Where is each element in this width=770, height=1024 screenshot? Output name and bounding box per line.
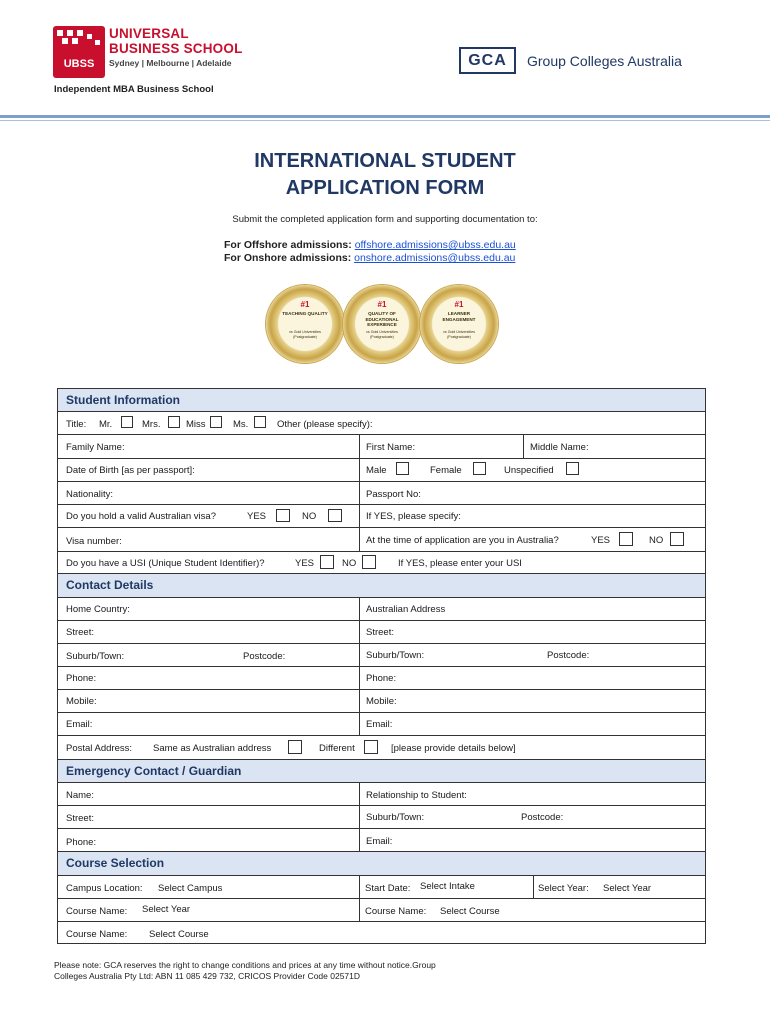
header-divider bbox=[0, 115, 770, 118]
emergency-name-row bbox=[58, 783, 705, 806]
section-contact-details bbox=[58, 574, 705, 598]
campus-select[interactable]: Select Campus bbox=[158, 883, 223, 894]
title-row bbox=[58, 412, 705, 435]
gca-name: Group Colleges Australia bbox=[527, 53, 682, 69]
award-badge-experience bbox=[343, 285, 421, 363]
aus-suburb-field[interactable]: Suburb/Town: bbox=[366, 650, 425, 661]
page-title-line2: APPLICATION FORM bbox=[285, 177, 485, 199]
nationality-field[interactable]: Nationality: bbox=[66, 489, 113, 500]
usi-yes-checkbox[interactable] bbox=[320, 555, 334, 569]
section-emergency-contact bbox=[58, 760, 705, 783]
onshore-email-link[interactable]: onshore.admissions@ubss.edu.au bbox=[354, 252, 516, 264]
nationality-row bbox=[58, 482, 705, 505]
aus-street-field[interactable]: Street: bbox=[366, 627, 394, 638]
header-divider-thin bbox=[0, 120, 770, 121]
in-australia-yes-checkbox[interactable] bbox=[619, 532, 633, 546]
badge-title: QUALITY OF EDUCATIONAL EXPERIENCE bbox=[365, 311, 399, 327]
ubss-logo-text: UBSS bbox=[63, 58, 95, 70]
visa-number-field[interactable]: Visa number: bbox=[66, 536, 122, 547]
emergency-name-field[interactable]: Name: bbox=[66, 790, 94, 801]
gender-female-label: Female bbox=[430, 465, 462, 476]
course-name-row-1 bbox=[58, 899, 705, 922]
contact-phone-row bbox=[58, 667, 705, 690]
emergency-phone-row bbox=[58, 829, 705, 852]
section-heading: Student Information bbox=[66, 393, 180, 407]
visa-no-label: NO bbox=[302, 511, 317, 522]
visa-no-checkbox[interactable] bbox=[328, 509, 342, 522]
usi-enter-field[interactable]: If YES, please enter your USI bbox=[398, 558, 522, 569]
visa-yes-checkbox[interactable] bbox=[276, 509, 290, 522]
same-as-australian-checkbox[interactable] bbox=[288, 740, 302, 754]
contact-country-row bbox=[58, 598, 705, 621]
usi-question: Do you have a USI (Unique Student Identifier)? bbox=[66, 558, 265, 569]
in-australia-question: At the time of application are you in Australia? bbox=[366, 535, 559, 546]
in-australia-no-checkbox[interactable] bbox=[670, 532, 684, 546]
title-mr-checkbox[interactable] bbox=[121, 416, 133, 428]
usi-yes-label: YES bbox=[295, 558, 315, 569]
course-name-row-2 bbox=[58, 922, 705, 944]
gender-female-checkbox[interactable] bbox=[473, 462, 486, 475]
badge-title: TEACHING QUALITY bbox=[282, 311, 328, 316]
award-badge-teaching bbox=[266, 285, 344, 363]
emergency-street-row bbox=[58, 806, 705, 829]
contact-mobile-row bbox=[58, 690, 705, 713]
section-course-selection bbox=[58, 852, 705, 876]
postal-address-label: Postal Address: bbox=[66, 743, 133, 754]
dob-gender-row bbox=[58, 459, 705, 482]
course-name-label-3: Course Name: bbox=[66, 929, 128, 940]
aus-mobile-field[interactable]: Mobile: bbox=[366, 696, 397, 707]
course-select-3[interactable]: Select Course bbox=[149, 929, 209, 940]
home-email-field[interactable]: Email: bbox=[66, 719, 93, 730]
onshore-admissions bbox=[224, 252, 515, 264]
emergency-street-field[interactable]: Street: bbox=[66, 813, 94, 824]
home-phone-field[interactable]: Phone: bbox=[66, 673, 97, 684]
different-address-checkbox[interactable] bbox=[364, 740, 378, 754]
first-name-field[interactable]: First Name: bbox=[366, 442, 416, 453]
course-year-select[interactable]: Select Year bbox=[142, 904, 191, 915]
badge-rank: #1 bbox=[377, 300, 387, 309]
course-name-label-2: Course Name: bbox=[365, 906, 427, 917]
home-country-field[interactable]: Home Country: bbox=[66, 604, 130, 615]
visa-row bbox=[58, 505, 705, 528]
badge-subtitle: vs Gold Universities (Postgraduate) bbox=[443, 330, 475, 339]
emergency-postcode-field[interactable]: Postcode: bbox=[521, 812, 564, 823]
emergency-suburb-field[interactable]: Suburb/Town: bbox=[366, 812, 425, 823]
name-row bbox=[58, 435, 705, 459]
emergency-email-field[interactable]: Email: bbox=[366, 836, 393, 847]
offshore-admissions bbox=[224, 239, 516, 251]
ubss-cities: Sydney | Melbourne | Adelaide bbox=[109, 58, 232, 68]
title-miss-label: Miss bbox=[186, 419, 206, 430]
badge-rank: #1 bbox=[454, 300, 464, 309]
ubss-name-line1: UNIVERSAL bbox=[109, 26, 189, 41]
visa-yes-label: YES bbox=[247, 511, 267, 522]
middle-name-field[interactable]: Middle Name: bbox=[530, 442, 589, 453]
aus-postcode-field[interactable]: Postcode: bbox=[547, 650, 590, 661]
visa-number-row bbox=[58, 528, 705, 552]
section-student-information bbox=[58, 389, 705, 412]
contact-email-row bbox=[58, 713, 705, 736]
badge-subtitle: vs Gold Universities (Postgraduate) bbox=[366, 330, 398, 339]
usi-no-checkbox[interactable] bbox=[362, 555, 376, 569]
gca-logo: GCA bbox=[459, 47, 516, 74]
title-ms-label: Ms. bbox=[233, 419, 249, 430]
contact-suburb-row bbox=[58, 644, 705, 667]
contact-street-row bbox=[58, 621, 705, 644]
course-campus-row bbox=[58, 876, 705, 899]
different-address-label: Different bbox=[319, 743, 355, 754]
section-heading: Emergency Contact / Guardian bbox=[66, 764, 242, 778]
emergency-phone-field[interactable]: Phone: bbox=[66, 837, 97, 848]
postal-address-row bbox=[58, 736, 705, 760]
gender-unspecified-label: Unspecified bbox=[504, 465, 554, 476]
course-name-label: Course Name: bbox=[66, 906, 128, 917]
same-as-australian-label: Same as Australian address bbox=[153, 743, 272, 754]
ubss-tagline: Independent MBA Business School bbox=[54, 84, 214, 95]
home-street-field[interactable]: Street: bbox=[66, 627, 94, 638]
badge-title: LEARNER ENGAGEMENT bbox=[442, 311, 476, 322]
in-australia-no-label: NO bbox=[649, 535, 664, 546]
select-year-label: Select Year: bbox=[538, 883, 589, 894]
usi-no-label: NO bbox=[342, 558, 357, 569]
ubss-name-line2: BUSINESS SCHOOL bbox=[109, 41, 243, 56]
home-mobile-field[interactable]: Mobile: bbox=[66, 696, 97, 707]
section-heading: Course Selection bbox=[66, 856, 165, 870]
ubss-shield-icon bbox=[53, 26, 105, 78]
gender-unspecified-checkbox[interactable] bbox=[566, 462, 579, 475]
badge-rank: #1 bbox=[300, 300, 310, 309]
provide-details-note: [please provide details below] bbox=[391, 743, 516, 754]
footer-note-line1: Please note: GCA reserves the right to change conditions and prices at any time without notice.Group bbox=[54, 960, 436, 970]
title-miss-checkbox[interactable] bbox=[210, 416, 222, 428]
onshore-label: For Onshore admissions: bbox=[224, 252, 352, 264]
title-mr-label: Mr. bbox=[99, 419, 113, 430]
footer-note-line2: Colleges Australia Pty Ltd: ABN 11 085 429 732, CRICOS Provider Code 02571D bbox=[54, 971, 361, 981]
visa-specify-field[interactable]: If YES, please specify: bbox=[366, 511, 461, 522]
offshore-email-link[interactable]: offshore.admissions@ubss.edu.au bbox=[354, 239, 516, 251]
start-year-select[interactable]: Select Year bbox=[603, 883, 652, 894]
dob-field[interactable]: Date of Birth [as per passport]: bbox=[66, 465, 195, 476]
passport-field[interactable]: Passport No: bbox=[366, 489, 421, 500]
home-suburb-field[interactable]: Suburb/Town: bbox=[66, 651, 125, 662]
start-date-label: Start Date: bbox=[365, 883, 411, 894]
home-postcode-field[interactable]: Postcode: bbox=[243, 651, 286, 662]
submit-instruction: Submit the completed application form and supporting documentation to: bbox=[232, 214, 538, 225]
usi-row bbox=[58, 552, 705, 574]
section-heading: Contact Details bbox=[66, 578, 154, 592]
offshore-label: For Offshore admissions: bbox=[224, 239, 352, 251]
aus-phone-field[interactable]: Phone: bbox=[366, 673, 397, 684]
relationship-field[interactable]: Relationship to Student: bbox=[366, 790, 467, 801]
family-name-field[interactable]: Family Name: bbox=[66, 442, 125, 453]
application-form bbox=[57, 388, 706, 944]
title-mrs-checkbox[interactable] bbox=[168, 416, 180, 428]
aus-email-field[interactable]: Email: bbox=[366, 719, 393, 730]
title-other-label[interactable]: Other (please specify): bbox=[277, 419, 373, 430]
gender-male-label: Male bbox=[366, 465, 387, 476]
campus-location-label: Campus Location: bbox=[66, 883, 143, 894]
course-select-2[interactable]: Select Course bbox=[440, 906, 500, 917]
badge-subtitle: vs Gold Universities (Postgraduate) bbox=[289, 330, 321, 339]
in-australia-yes-label: YES bbox=[591, 535, 611, 546]
australian-address-label: Australian Address bbox=[366, 604, 446, 615]
award-badge-engagement bbox=[420, 285, 498, 363]
gender-male-checkbox[interactable] bbox=[396, 462, 409, 475]
title-mrs-label: Mrs. bbox=[142, 419, 161, 430]
page-title-line1: INTERNATIONAL STUDENT bbox=[254, 150, 516, 172]
visa-question: Do you hold a valid Australian visa? bbox=[66, 511, 216, 522]
title-label: Title: bbox=[66, 419, 87, 430]
start-intake-select[interactable]: Select Intake bbox=[420, 881, 475, 892]
title-ms-checkbox[interactable] bbox=[254, 416, 266, 428]
